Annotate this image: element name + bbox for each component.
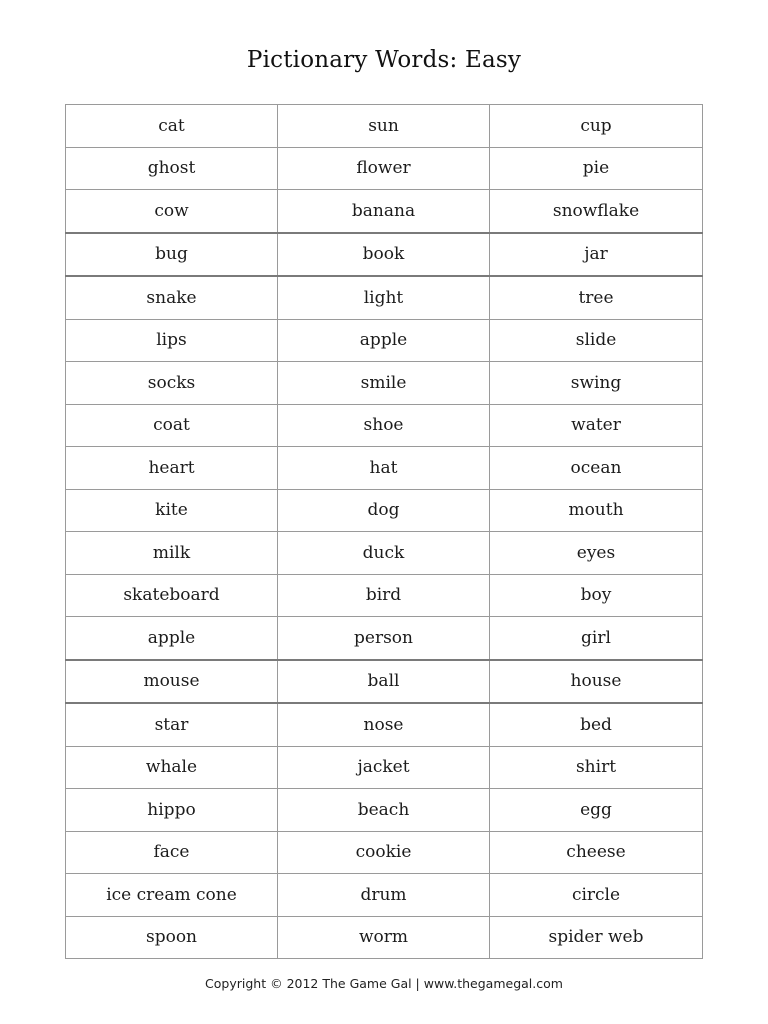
table-row: [66, 916, 703, 959]
word-cell: cookie: [278, 831, 490, 874]
table-row: [66, 233, 703, 277]
word-cell: heart: [66, 447, 278, 490]
word-cell: worm: [278, 916, 490, 959]
word-cell: spoon: [66, 916, 278, 959]
word-cell: cat: [66, 105, 278, 148]
word-cell: water: [490, 404, 703, 447]
word-cell: lips: [66, 319, 278, 362]
table-row: [66, 532, 703, 575]
word-cell: bug: [66, 233, 278, 277]
word-cell: duck: [278, 532, 490, 575]
word-cell: kite: [66, 489, 278, 532]
word-cell: coat: [66, 404, 278, 447]
word-cell: pie: [490, 147, 703, 190]
table-row: [66, 105, 703, 148]
word-table-body: [66, 105, 703, 959]
word-cell: ice cream cone: [66, 874, 278, 917]
word-cell: jacket: [278, 746, 490, 789]
word-cell: face: [66, 831, 278, 874]
table-row: [66, 147, 703, 190]
table-row: [66, 447, 703, 490]
copyright-footer: Copyright © 2012 The Game Gal | www.thegamegal.com: [205, 976, 563, 991]
word-cell: mouse: [66, 660, 278, 704]
word-cell: jar: [490, 233, 703, 277]
word-cell: eyes: [490, 532, 703, 575]
word-cell: shoe: [278, 404, 490, 447]
table-row: [66, 874, 703, 917]
table-row: [66, 404, 703, 447]
word-cell: spider web: [490, 916, 703, 959]
word-cell: star: [66, 703, 278, 746]
word-cell: person: [278, 617, 490, 660]
word-cell: tree: [490, 276, 703, 319]
word-cell: hippo: [66, 789, 278, 832]
word-cell: snake: [66, 276, 278, 319]
table-row: [66, 703, 703, 746]
word-cell: drum: [278, 874, 490, 917]
word-cell: swing: [490, 362, 703, 405]
word-cell: bird: [278, 574, 490, 617]
word-cell: egg: [490, 789, 703, 832]
table-row: [66, 831, 703, 874]
word-cell: girl: [490, 617, 703, 660]
table-row: [66, 617, 703, 660]
table-row: [66, 276, 703, 319]
word-cell: ocean: [490, 447, 703, 490]
word-cell: ghost: [66, 147, 278, 190]
table-row: [66, 660, 703, 704]
word-cell: shirt: [490, 746, 703, 789]
word-cell: ball: [278, 660, 490, 704]
word-cell: slide: [490, 319, 703, 362]
table-row: [66, 574, 703, 617]
word-cell: book: [278, 233, 490, 277]
word-cell: boy: [490, 574, 703, 617]
table-row: [66, 362, 703, 405]
word-cell: beach: [278, 789, 490, 832]
word-cell: circle: [490, 874, 703, 917]
page-title: Pictionary Words: Easy: [246, 47, 522, 73]
word-cell: mouth: [490, 489, 703, 532]
word-cell: flower: [278, 147, 490, 190]
word-cell: cow: [66, 190, 278, 233]
word-cell: whale: [66, 746, 278, 789]
word-cell: dog: [278, 489, 490, 532]
word-cell: socks: [66, 362, 278, 405]
word-cell: snowflake: [490, 190, 703, 233]
word-cell: light: [278, 276, 490, 319]
word-cell: milk: [66, 532, 278, 575]
word-cell: apple: [278, 319, 490, 362]
word-cell: banana: [278, 190, 490, 233]
word-cell: bed: [490, 703, 703, 746]
word-cell: house: [490, 660, 703, 704]
word-cell: cheese: [490, 831, 703, 874]
word-cell: skateboard: [66, 574, 278, 617]
word-cell: cup: [490, 105, 703, 148]
table-row: [66, 319, 703, 362]
word-cell: sun: [278, 105, 490, 148]
word-table: [65, 104, 703, 959]
table-row: [66, 789, 703, 832]
word-cell: nose: [278, 703, 490, 746]
table-row: [66, 746, 703, 789]
table-row: [66, 190, 703, 233]
word-cell: apple: [66, 617, 278, 660]
word-cell: smile: [278, 362, 490, 405]
table-row: [66, 489, 703, 532]
word-cell: hat: [278, 447, 490, 490]
